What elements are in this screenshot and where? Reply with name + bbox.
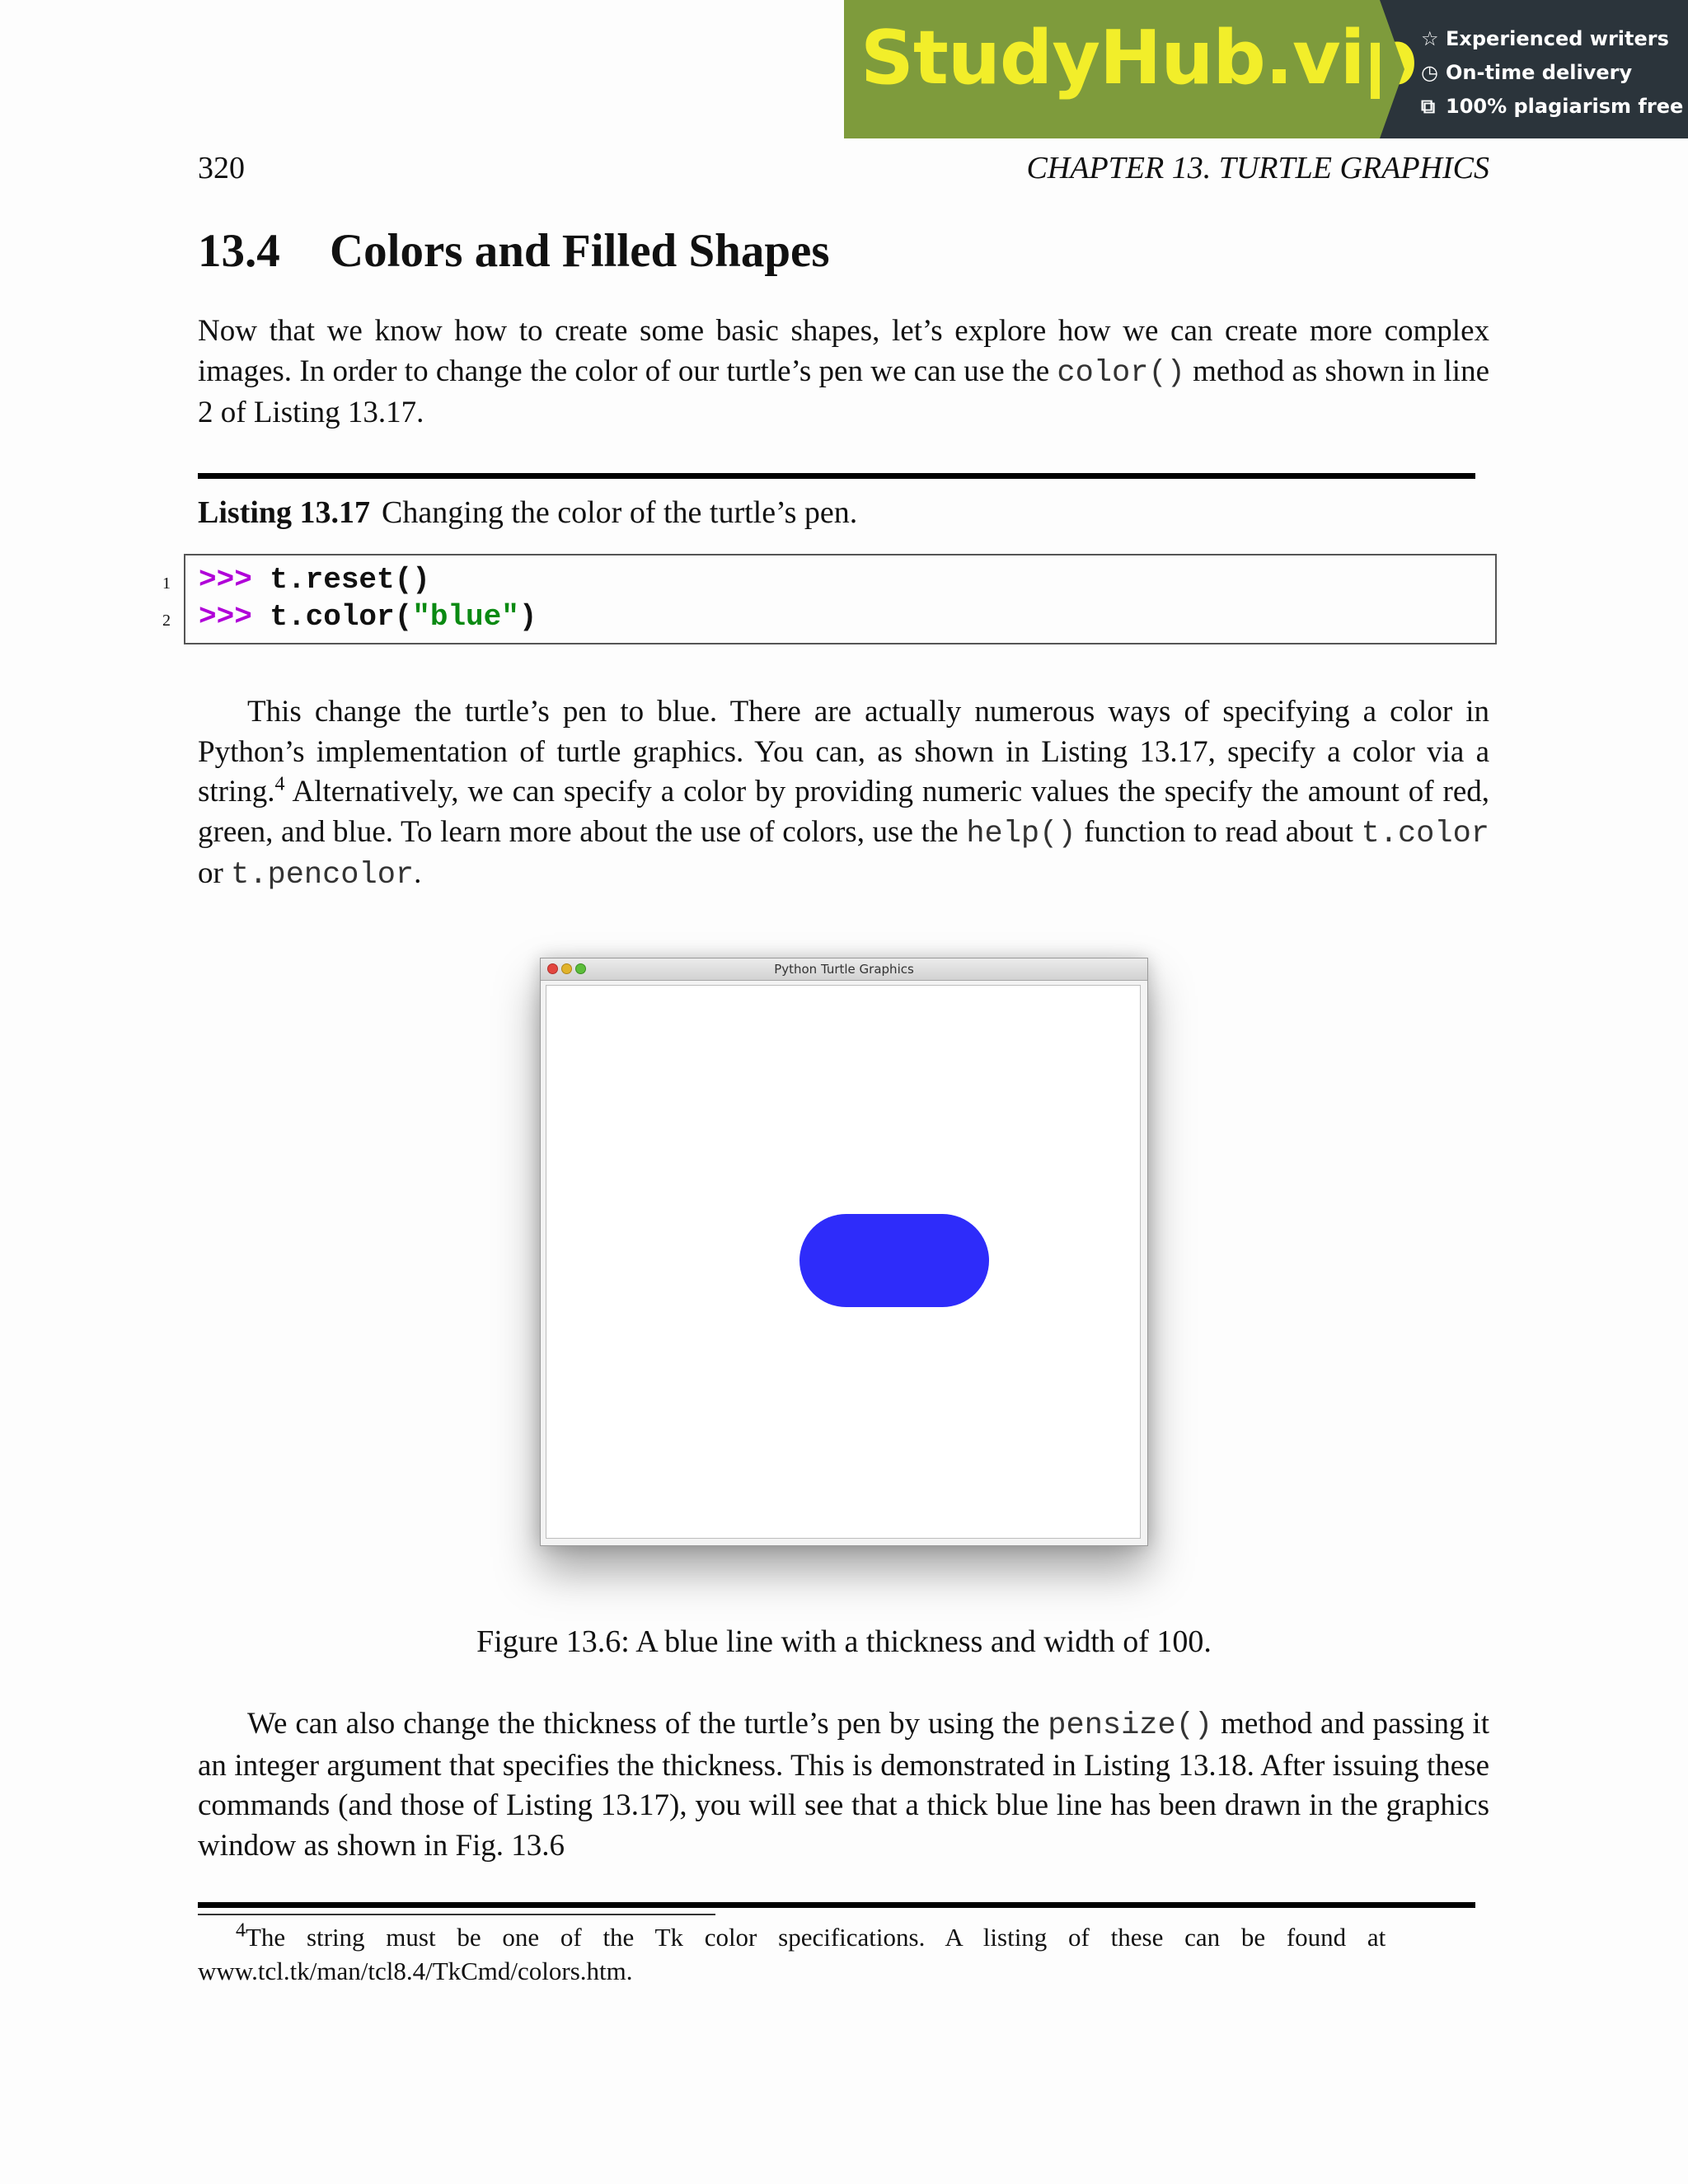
paragraph-intro xyxy=(198,312,1489,434)
bottom-rule xyxy=(198,1902,1475,1908)
feature-label: 100% plagiarism free xyxy=(1446,94,1684,118)
footnote-url[interactable]: www.tcl.tk/man/tcl8.4/TkCmd/colors.htm. xyxy=(198,1957,633,1985)
code-text: t.reset() xyxy=(251,563,430,597)
code-text: ) xyxy=(518,600,537,634)
code-line xyxy=(199,600,537,634)
copy-icon: ⧉ xyxy=(1421,94,1436,118)
line-number: 2 xyxy=(162,612,171,630)
brand-panel[interactable] xyxy=(844,0,1417,138)
window-titlebar xyxy=(541,958,1147,981)
listing-top-rule xyxy=(198,473,1475,479)
code-string: "blue" xyxy=(412,600,519,634)
text-run: . xyxy=(414,856,422,890)
inline-code: pensize() xyxy=(1048,1708,1213,1743)
code-listing xyxy=(184,554,1497,644)
listing-caption-text: Changing the color of the turtle’s pen. xyxy=(382,495,858,530)
text-run: Now that we know how to create some basic shapes, let’s explore how we can create more complex images. In order to change the color of our turtle’s pen we can use the xyxy=(198,314,1489,388)
paragraph-pensize xyxy=(198,1704,1489,1866)
section-heading: Colors and Filled Shapes xyxy=(330,225,830,277)
feature-item xyxy=(1421,55,1688,89)
code-text: t.color( xyxy=(251,600,413,634)
listing-caption xyxy=(198,494,857,531)
feature-list xyxy=(1380,0,1688,138)
ad-banner[interactable] xyxy=(844,0,1688,138)
inline-code: t.pencolor xyxy=(231,858,415,893)
feature-label: On-time delivery xyxy=(1446,60,1633,84)
inline-code: t.color xyxy=(1361,816,1489,851)
inline-code: color() xyxy=(1057,355,1185,391)
footnote-number: 4 xyxy=(236,1919,246,1942)
star-icon: ☆ xyxy=(1421,26,1439,50)
footnote xyxy=(198,1920,1489,1988)
banner-notch xyxy=(1380,0,1404,138)
footnote-text: The string must be one of the Tk color specifications. A listing of these can be found at xyxy=(246,1923,1386,1952)
brand-logo[interactable]: StudyHub.vip xyxy=(860,15,1417,101)
text-run: Alternatively, we can specify a color by providing numeric values the specify the amount of red, green, and blue. To learn more about the use of colors, use the xyxy=(198,775,1489,849)
clock-icon: ◷ xyxy=(1421,60,1438,84)
line-number: 1 xyxy=(162,574,171,593)
section-number: 13.4 xyxy=(198,225,280,277)
window-title: Python Turtle Graphics xyxy=(774,962,914,977)
turtle-canvas xyxy=(546,985,1141,1539)
text-run: function to read about xyxy=(1076,814,1362,849)
inline-code: help() xyxy=(966,816,1076,851)
feature-item xyxy=(1421,21,1688,55)
listing-label: Listing 13.17 xyxy=(198,495,371,530)
paragraph-colors xyxy=(198,692,1489,896)
feature-label: Experienced writers xyxy=(1446,26,1669,50)
text-run: method and passing it an integer argument that specifies the thickness. This is demonstrated in Listing 13.18. After issuing these commands (and those of Listing 13.17), you will see that a thick blue line has been drawn in the graphics window as shown in Fig. 13.6 xyxy=(198,1707,1489,1863)
code-prompt: >>> xyxy=(199,563,252,597)
text-run: We can also change the thickness of the turtle’s pen by using the xyxy=(247,1707,1048,1741)
blue-line-shape xyxy=(799,1214,989,1307)
text-run: or xyxy=(198,856,232,890)
feature-item xyxy=(1421,89,1688,123)
running-head: CHAPTER 13. TURTLE GRAPHICS xyxy=(1026,151,1489,185)
turtle-window xyxy=(540,958,1148,1546)
text-run: method as shown in line 2 of Listing 13.17. xyxy=(198,354,1489,429)
footnote-rule xyxy=(198,1914,715,1915)
code-line xyxy=(199,563,430,597)
code-prompt: >>> xyxy=(199,600,252,634)
text-run: This change the turtle’s pen to blue. There are actually numerous ways of specifying a color in Python’s implementation of turtle graphics. You can, as shown in Listing 13.17, specify a color via a string. xyxy=(198,695,1489,808)
page-number: 320 xyxy=(198,151,245,185)
section-title xyxy=(198,224,830,278)
footnote-mark[interactable]: 4 xyxy=(274,773,285,795)
figure-caption: Figure 13.6: A blue line with a thickness and width of 100. xyxy=(476,1624,1212,1659)
